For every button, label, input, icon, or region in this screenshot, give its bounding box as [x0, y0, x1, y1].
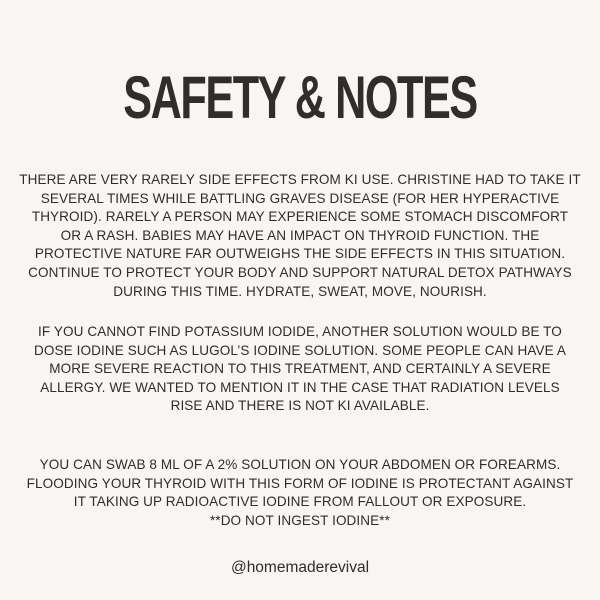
- page-title: SAFETY & NOTES: [123, 64, 477, 131]
- text-line: DURING THIS TIME. HYDRATE, SWEAT, MOVE, NOURISH.: [113, 282, 487, 299]
- text-line: **DO NOT INGEST IODINE**: [209, 511, 391, 528]
- paragraph-side-effects: [0, 170, 600, 300]
- text-line: PROTECTIVE NATURE FAR OUTWEIGHS THE SIDE EFFECTS IN THIS SITUATION.: [34, 245, 566, 262]
- text-line: IF YOU CANNOT FIND POTASSIUM IODIDE, ANOTHER SOLUTION WOULD BE TO: [38, 323, 562, 339]
- text-line: ALLERGY. WE WANTED TO MENTION IT IN THE CASE THAT RADIATION LEVELS: [40, 378, 560, 395]
- text-line: IT TAKING UP RADIOACTIVE IODINE FROM FALLOUT OR EXPOSURE.: [73, 493, 527, 510]
- text-line: MORE SEVERE REACTION TO THIS TREATMENT, AND CERTAINLY A SEVERE: [49, 360, 551, 377]
- text-line: DOSE IODINE SUCH AS LUGOL’S IODINE SOLUTION. SOME PEOPLE CAN HAVE A: [34, 341, 566, 358]
- text-line: RISE AND THERE IS NOT KI AVAILABLE.: [170, 397, 430, 414]
- paragraph-application: [0, 455, 600, 529]
- social-handle: @homemaderevival: [230, 559, 370, 576]
- paragraph-alternative-solution: [0, 322, 600, 415]
- text-line: THYROID). RARELY A PERSON MAY EXPERIENCE SOME STOMACH DISCOMFORT: [31, 208, 569, 225]
- text-line: CONTINUE TO PROTECT YOUR BODY AND SUPPORT NATURAL DETOX PATHWAYS: [28, 263, 572, 280]
- text-line: OR A RASH. BABIES MAY HAVE AN IMPACT ON THYROID FUNCTION. THE: [60, 226, 540, 243]
- text-line: THERE ARE VERY RARELY SIDE EFFECTS FROM KI USE. CHRISTINE HAD TO TAKE IT: [19, 171, 581, 187]
- text-line: YOU CAN SWAB 8 ML OF A 2% SOLUTION ON YOUR ABDOMEN OR FOREARMS.: [39, 456, 561, 472]
- text-line: SEVERAL TIMES WHILE BATTLING GRAVES DISEASE (FOR HER HYPERACTIVE: [40, 189, 560, 206]
- text-line: FLOODING YOUR THYROID WITH THIS FORM OF IODINE IS PROTECTANT AGAINST: [26, 474, 574, 491]
